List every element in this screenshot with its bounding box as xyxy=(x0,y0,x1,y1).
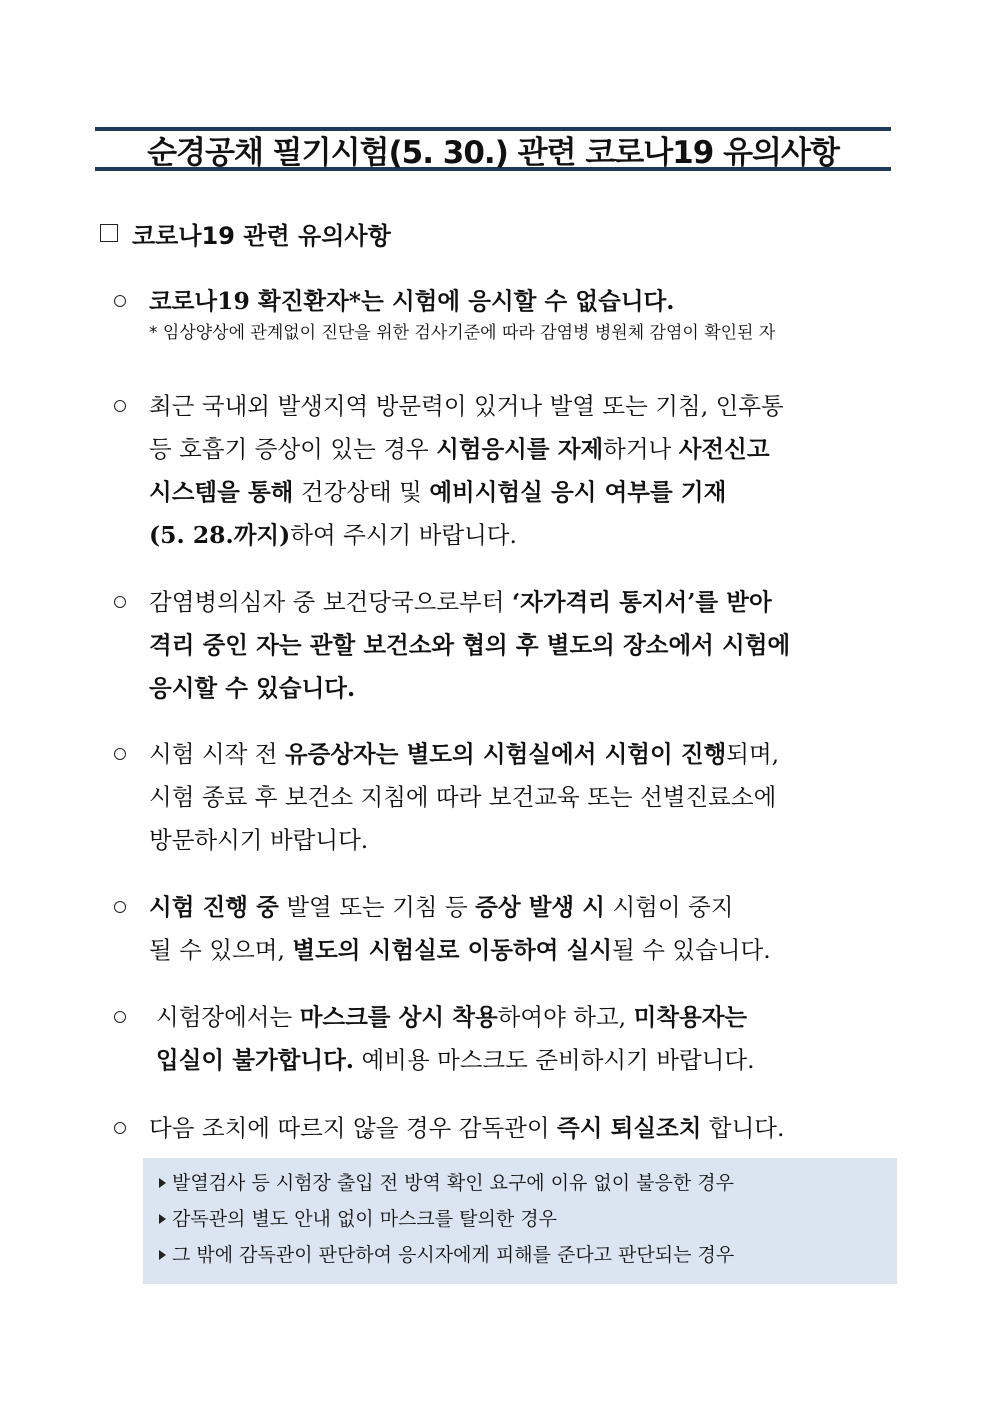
item-2-line-2-a: 등 호흡기 증상이 있는 경우 xyxy=(149,435,437,463)
notice-line-2-text: 감독관의 별도 안내 없이 마스크를 탈의한 경우 xyxy=(172,1208,557,1230)
item-5-line-2 xyxy=(149,929,771,971)
notice-line-3-text: 그 밖에 감독관이 판단하여 응시자에게 피해를 준다고 판단되는 경우 xyxy=(172,1244,735,1266)
notice-box xyxy=(143,1158,897,1284)
item-2-line-2-b: 시험응시를 자제 xyxy=(436,435,604,463)
item-5-line-1 xyxy=(149,886,733,928)
triangle-bullet-icon xyxy=(159,1214,166,1224)
item-2-line-2-c: 하거나 xyxy=(603,435,679,463)
item-2-line-3-c: 예비시험실 응시 여부를 기재 xyxy=(429,478,727,506)
square-icon xyxy=(100,224,118,242)
section-heading-text: 코로나19 관련 유의사항 xyxy=(132,221,391,250)
item-4-line-3: 방문하시기 바랍니다. xyxy=(149,826,369,854)
item-2-line-2 xyxy=(149,428,770,470)
item-5-line-2-c: 될 수 있습니다. xyxy=(612,936,771,964)
circle-bullet-icon xyxy=(112,996,132,1038)
item-7-line-1-a: 다음 조치에 따르지 않을 경우 감독관이 xyxy=(149,1114,558,1142)
notice-line-1 xyxy=(159,1166,734,1200)
item-2-line-3-b: 건강상태 및 xyxy=(293,478,430,506)
triangle-bullet-icon xyxy=(159,1250,166,1260)
item-2-line-4-a: (5. 28.까지) xyxy=(149,521,291,549)
circle-bullet-icon xyxy=(112,581,132,623)
item-5-line-1-a: 시험 진행 중 xyxy=(149,893,279,921)
item-6-line-2-b: 예비용 마스크도 준비하시기 바랍니다. xyxy=(353,1046,755,1074)
notice-line-2 xyxy=(159,1202,557,1236)
item-6-line-1-d: 미착용자는 xyxy=(633,1003,748,1031)
item-4-line-2: 시험 종료 후 보건소 지침에 따라 보건교육 또는 선별진료소에 xyxy=(149,783,777,811)
item-1-line-1: 코로나19 확진환자*는 시험에 응시할 수 없습니다. xyxy=(149,287,675,315)
section-heading xyxy=(97,215,391,251)
circle-bullet-icon xyxy=(112,886,132,928)
item-3-line-1 xyxy=(149,581,772,623)
item-6-line-1 xyxy=(156,996,747,1038)
item-5-line-1-c: 증상 발생 시 xyxy=(475,893,606,921)
item-6-line-1-a: 시험장에서는 xyxy=(156,1003,300,1031)
circle-bullet-icon xyxy=(112,733,132,775)
item-4-line-1 xyxy=(149,733,779,775)
item-7-line-1-c: 합니다. xyxy=(701,1114,785,1142)
item-3-line-3: 응시할 수 있습니다. xyxy=(149,674,356,702)
item-7-line-1 xyxy=(149,1107,784,1149)
title-box xyxy=(95,127,891,171)
triangle-bullet-icon xyxy=(159,1178,166,1188)
item-6-line-1-b: 마스크를 상시 착용 xyxy=(299,1003,498,1031)
item-2-line-1-text: 최근 국내외 발생지역 방문력이 있거나 발열 또는 기침, 인후통 xyxy=(149,392,784,420)
page-title: 순경공채 필기시험(5. 30.) 관련 코로나19 유의사항 xyxy=(147,134,839,171)
notice-line-3 xyxy=(159,1238,734,1272)
item-4-line-1-b: 유증상자는 별도의 시험실에서 시험이 진행 xyxy=(284,740,727,768)
item-2-line-3-a: 시스템을 통해 xyxy=(149,478,294,506)
item-4-line-1-a: 시험 시작 전 xyxy=(149,740,285,768)
item-6-line-2 xyxy=(156,1039,755,1081)
circle-bullet-icon xyxy=(112,1107,132,1149)
item-3-line-1-b: ‘자가격리 통지서’를 받아 xyxy=(511,588,772,616)
item-1-footnote: * 임상양상에 관계없이 진단을 위한 검사기준에 따라 감염병 병원체 감염이 확인된 자 xyxy=(149,323,776,343)
item-2-line-4-b: 하여 주시기 바랍니다. xyxy=(290,521,517,549)
item-6-line-2-a: 입실이 불가합니다. xyxy=(156,1046,354,1074)
item-5-line-1-b: 발열 또는 기침 등 xyxy=(278,893,476,921)
item-4-line-1-c: 되며, xyxy=(726,740,780,768)
circle-bullet-icon xyxy=(112,385,132,427)
item-5-line-2-a: 될 수 있으며, xyxy=(149,936,293,964)
item-2-line-1 xyxy=(149,385,897,427)
item-7-line-1-b: 즉시 퇴실조치 xyxy=(557,1114,702,1142)
item-6-line-1-c: 하여야 하고, xyxy=(497,1003,634,1031)
item-3-line-2: 격리 중인 자는 관할 보건소와 협의 후 별도의 장소에서 시험에 xyxy=(149,631,791,659)
item-2-line-2-d: 사전신고 xyxy=(678,435,770,463)
item-5-line-1-d: 시험이 중지 xyxy=(605,893,734,921)
item-2-line-4 xyxy=(149,514,517,556)
item-5-line-2-b: 별도의 시험실로 이동하여 실시 xyxy=(292,936,613,964)
item-2-line-3 xyxy=(149,471,726,513)
circle-bullet-icon xyxy=(112,280,132,322)
item-3-line-1-a: 감염병의심자 중 보건당국으로부터 xyxy=(149,588,512,616)
notice-line-1-text: 발열검사 등 시험장 출입 전 방역 확인 요구에 이유 없이 불응한 경우 xyxy=(172,1172,734,1194)
